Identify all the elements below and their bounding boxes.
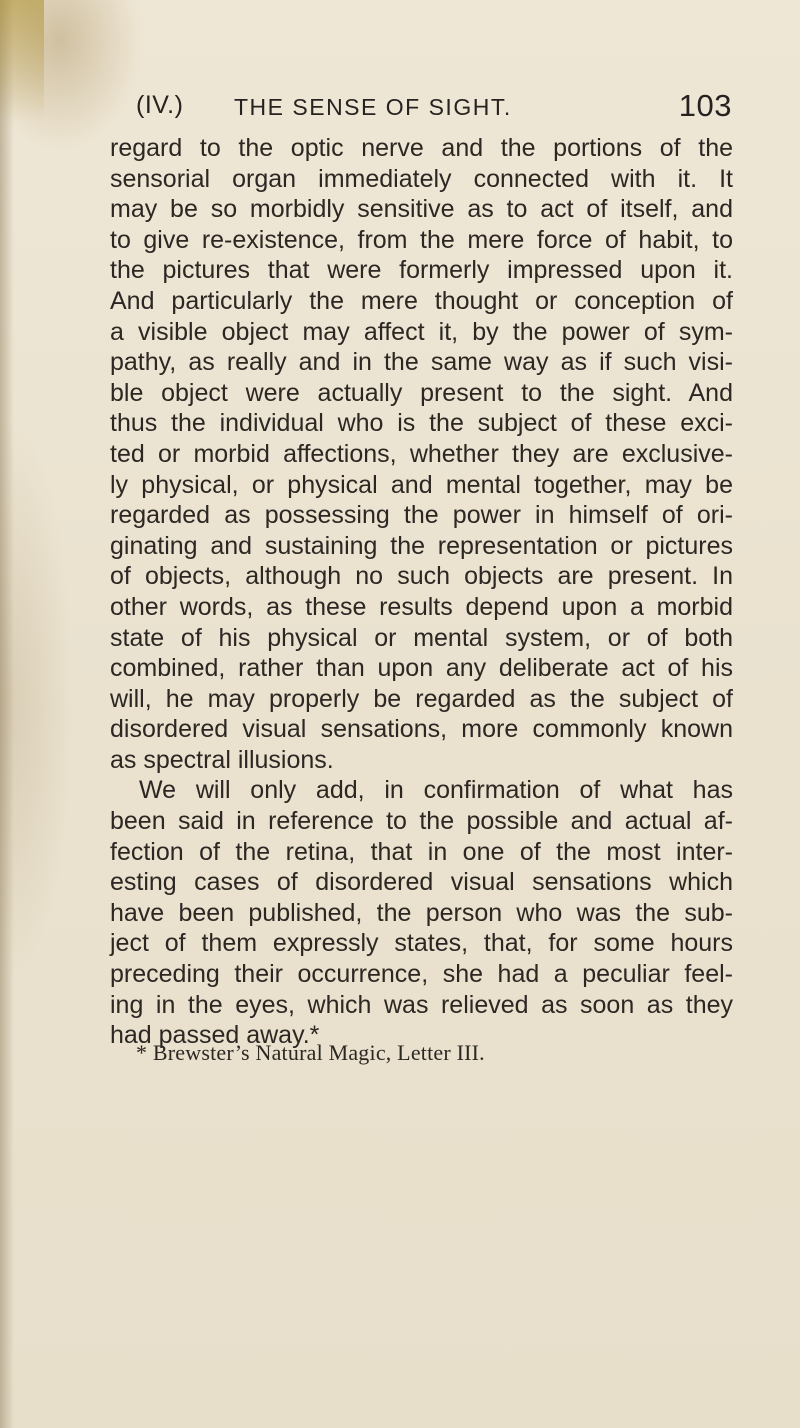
body-text <box>110 133 733 1051</box>
text-line: combined, rather than upon any deliberate act of his <box>110 654 733 683</box>
text-line: disordered visual sensations, more commonly known <box>110 715 733 744</box>
text-line: been said in reference to the possible and actual af- <box>110 807 733 836</box>
text-line: And particularly the mere thought or conception of <box>110 286 733 315</box>
section-number: (IV.) <box>136 91 184 119</box>
running-header <box>136 88 732 128</box>
corner-stain <box>0 0 44 120</box>
text-line: state of his physical or mental system, or of both <box>110 623 733 652</box>
text-line: other words, as these results depend upon a morbid <box>110 592 733 621</box>
text-line: sensorial organ immediately connected with it. It <box>110 164 733 193</box>
text-line: We will only add, in confirmation of what has <box>139 776 733 805</box>
text-line: preceding their occurrence, she had a peculiar feel- <box>110 960 733 989</box>
text-line: had passed away.* <box>110 1021 320 1050</box>
footnote: * Brewster’s Natural Magic, Letter III. <box>136 1040 485 1065</box>
text-line: thus the individual who is the subject of these exci- <box>110 409 733 438</box>
text-line: pathy, as really and in the same way as if such visi- <box>110 348 733 377</box>
binding-gutter-shadow <box>0 0 14 1428</box>
text-line: ble object were actually present to the sight. And <box>110 378 733 407</box>
text-line: have been published, the person who was the sub- <box>110 898 733 927</box>
text-line: may be so morbidly sensitive as to act of itself, and <box>110 195 733 224</box>
running-title: THE SENSE OF SIGHT. <box>234 94 512 120</box>
text-line: ted or morbid affections, whether they are exclusive- <box>110 439 733 468</box>
text-line: the pictures that were formerly impressed upon it. <box>110 256 733 285</box>
text-line: to give re-existence, from the mere force of habit, to <box>110 225 733 254</box>
text-line: a visible object may affect it, by the power of sym- <box>110 317 733 346</box>
page-number: 103 <box>678 88 732 123</box>
text-line: as spectral illusions. <box>110 745 334 774</box>
text-line: fection of the retina, that in one of the most inter- <box>110 837 733 866</box>
text-line: regard to the optic nerve and the portions of the <box>110 134 733 162</box>
text-line: will, he may properly be regarded as the subject of <box>110 684 733 713</box>
text-line: ginating and sustaining the representation or pictures <box>110 531 733 560</box>
text-line: regarded as possessing the power in himself of ori- <box>110 501 733 530</box>
text-line: esting cases of disordered visual sensations which <box>110 868 733 897</box>
text-line: ject of them expressly states, that, for some hours <box>110 929 733 958</box>
text-line: ly physical, or physical and mental together, may be <box>110 470 733 499</box>
text-line: of objects, although no such objects are present. In <box>110 562 733 591</box>
text-line: ing in the eyes, which was relieved as soon as they <box>110 990 733 1019</box>
